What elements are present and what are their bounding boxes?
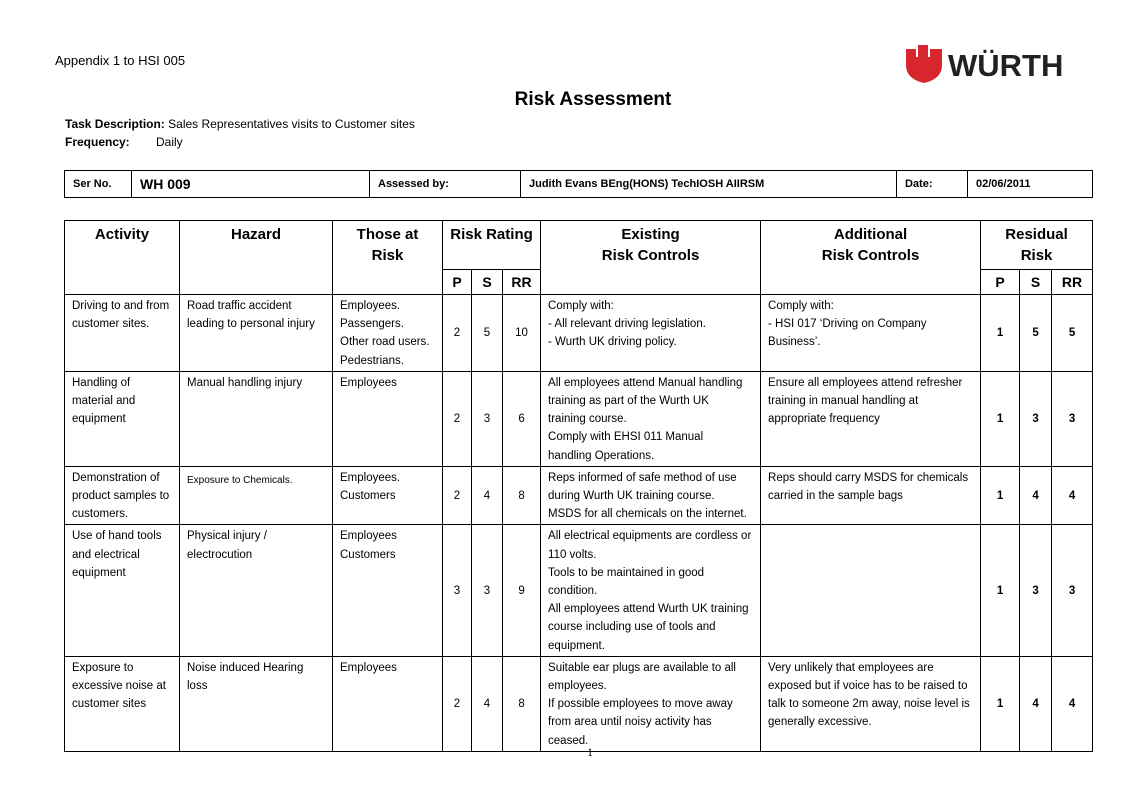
additional-controls-cell-line: Ensure all employees attend refresher [768,376,963,389]
residual-p-value: 1 [981,466,1020,525]
residual-p-value: 1 [981,295,1020,372]
residual-p-value: 1 [981,371,1020,466]
task-description [65,117,415,131]
risk-assessment-table [64,220,1093,752]
activity-cell-line: Driving to and from [72,300,170,312]
p-value: 2 [443,371,472,466]
col-residual-line1: Residual [1005,226,1068,243]
col-existing-controls [541,221,761,295]
appendix-reference: Appendix 1 to HSI 005 [55,53,186,68]
activity-cell-line: product samples to [72,490,170,503]
existing-controls-cell-line: All employees attend Wurth UK training [548,603,749,616]
existing-controls-cell-line: If possible employees to move away [548,698,733,711]
hazard-cell-line: Noise induced Hearing [187,661,304,674]
date-value: 02/06/2011 [968,171,1093,198]
hazard-cell [180,295,333,372]
additional-controls-cell [761,656,981,751]
table-row [65,371,1093,466]
existing-controls-cell-line: from area until noisy activity has [548,716,712,729]
table-row [65,656,1093,751]
rr-value: 6 [503,371,541,466]
existing-controls-cell-line: All employees attend Manual handling [548,376,743,389]
activity-cell-line: equipment [72,413,126,426]
existing-controls-cell-line: training course. [548,413,627,426]
col-additional-controls [761,221,981,295]
col-hazard: Hazard [180,221,333,295]
p-value: 2 [443,466,472,525]
activity-cell [65,466,180,525]
page-number: 1 [587,745,593,759]
additional-controls-cell-line: Very unlikely that employees are [768,661,934,674]
additional-controls-cell [761,466,981,525]
existing-controls-cell-line: - Wurth UK driving policy. [548,336,677,349]
residual-s-value: 4 [1020,466,1052,525]
those-at-risk-cell-line: Employees [340,530,397,543]
activity-cell-line: and electrical [72,548,140,561]
additional-controls-cell-line: talk to someone 2m away, noise level is [768,698,970,711]
activity-cell-line: equipment [72,566,126,579]
existing-controls-cell-line: Suitable ear plugs are available to all [548,661,736,674]
existing-controls-cell-line: 110 volts. [548,548,597,561]
existing-controls-cell-line: Comply with EHSI 011 Manual [548,431,704,444]
hazard-cell-line: Physical injury / [187,530,267,543]
activity-cell [65,656,180,751]
residual-rr-value: 4 [1052,466,1093,525]
ser-no-value: WH 009 [132,171,370,198]
col-activity: Activity [65,221,180,295]
col-risk-rating: Risk Rating [443,221,541,270]
frequency-label: Frequency: [65,135,130,149]
those-at-risk-cell [333,371,443,466]
hazard-cell-line: leading to personal injury [187,318,315,331]
existing-controls-cell-line: course including use of tools and [548,621,716,634]
residual-rr-value: 4 [1052,656,1093,751]
col-existing-line2: Risk Controls [601,247,700,264]
s-value: 4 [472,466,503,525]
s-value: 4 [472,656,503,751]
hazard-cell-line: Exposure to Chemicals. [187,474,293,486]
those-at-risk-cell-line: Employees [340,661,397,674]
col-rr: RR [503,270,541,295]
additional-controls-cell-line: appropriate frequency [768,413,880,426]
activity-cell-line: Use of hand tools [72,530,162,543]
activity-cell [65,371,180,466]
p-value: 3 [443,525,472,656]
those-at-risk-cell [333,656,443,751]
col-additional-line2: Risk Controls [821,247,920,264]
col-those-at-risk-line2: Risk [371,247,404,264]
activity-cell-line: Demonstration of [72,471,160,484]
additional-controls-cell-line: Business’. [768,336,821,349]
wurth-logo [904,43,1076,85]
col-residual-s: S [1020,270,1052,295]
those-at-risk-cell [333,295,443,372]
those-at-risk-cell-line: Other road users. [340,336,430,349]
residual-s-value: 5 [1020,295,1052,372]
col-residual-p: P [981,270,1020,295]
col-additional-line1: Additional [833,226,908,243]
existing-controls-cell-line: ceased. [548,734,589,747]
additional-controls-cell-line: generally excessive. [768,716,872,729]
additional-controls-cell-line: exposed but if voice has to be raised to [768,680,968,693]
existing-controls-cell-line: Comply with: [548,300,614,312]
col-residual-rr: RR [1052,270,1093,295]
existing-controls-cell-line: Reps informed of safe method of use [548,471,737,484]
p-value: 2 [443,295,472,372]
col-s: S [472,270,503,295]
existing-controls-cell-line: - All relevant driving legislation. [548,318,706,331]
page-title: Risk Assessment [514,89,672,110]
hazard-cell-line: electrocution [187,548,253,561]
existing-controls-cell [541,371,761,466]
activity-cell-line: customer sites [72,698,147,711]
assessed-by-label: Assessed by: [370,171,521,198]
activity-cell-line: excessive noise at [72,680,166,693]
table-row [65,525,1093,656]
activity-cell [65,525,180,656]
existing-controls-cell [541,466,761,525]
residual-p-value: 1 [981,656,1020,751]
activity-cell [65,295,180,372]
additional-controls-cell-line: training in manual handling at [768,395,919,408]
existing-controls-cell-line: training as part of the Wurth UK [548,395,709,408]
wurth-logo-text: WÜRTH [948,48,1064,83]
residual-p-value: 1 [981,525,1020,656]
table-row [65,466,1093,525]
additional-controls-cell-line: - HSI 017 ‘Driving on Company [768,318,927,331]
date-label: Date: [897,171,968,198]
activity-cell-line: Handling of [72,376,131,389]
activity-cell-line: customers. [72,508,129,521]
rr-value: 8 [503,466,541,525]
col-existing-line1: Existing [621,226,680,243]
frequency-value: Daily [156,135,183,149]
table-row [65,295,1093,372]
rr-value: 9 [503,525,541,656]
residual-rr-value: 3 [1052,371,1093,466]
hazard-cell-line: Manual handling injury [187,376,303,389]
existing-controls-cell-line: equipment. [548,639,605,652]
those-at-risk-cell-line: Customers [340,548,396,561]
assessment-info-table [64,170,1093,198]
residual-s-value: 3 [1020,525,1052,656]
existing-controls-cell-line: handling Operations. [548,449,655,462]
existing-controls-cell-line: Tools to be maintained in good [548,566,705,579]
hazard-cell [180,656,333,751]
ser-no-label: Ser No. [65,171,132,198]
hazard-cell-line: loss [187,680,208,693]
existing-controls-cell-line: condition. [548,585,598,598]
those-at-risk-cell-line: Employees. [340,300,401,312]
existing-controls-cell [541,525,761,656]
those-at-risk-cell [333,525,443,656]
hazard-cell [180,525,333,656]
col-p: P [443,270,472,295]
those-at-risk-cell [333,466,443,525]
additional-controls-cell [761,295,981,372]
s-value: 5 [472,295,503,372]
existing-controls-cell-line: during Wurth UK training course. [548,490,715,503]
s-value: 3 [472,371,503,466]
additional-controls-cell-line: Comply with: [768,300,834,312]
those-at-risk-cell-line: Customers [340,490,396,503]
residual-s-value: 4 [1020,656,1052,751]
additional-controls-cell-line: carried in the sample bags [768,490,903,503]
additional-controls-cell-line: Reps should carry MSDS for chemicals [768,471,969,484]
those-at-risk-cell-line: Pedestrians. [340,354,404,367]
col-those-at-risk [333,221,443,295]
s-value: 3 [472,525,503,656]
col-residual-line2: Risk [1020,247,1053,264]
col-residual-risk [981,221,1093,270]
hazard-cell-line: Road traffic accident [187,300,292,312]
activity-cell-line: customer sites. [72,318,150,331]
frequency [65,135,183,149]
existing-controls-cell-line: MSDS for all chemicals on the internet. [548,508,747,521]
activity-cell-line: material and [72,395,136,408]
wurth-logo-mark [906,45,942,83]
residual-rr-value: 3 [1052,525,1093,656]
existing-controls-cell [541,295,761,372]
col-those-at-risk-line1: Those at [356,226,419,243]
rr-value: 8 [503,656,541,751]
those-at-risk-cell-line: Passengers. [340,318,404,331]
p-value: 2 [443,656,472,751]
those-at-risk-cell-line: Employees [340,376,397,389]
existing-controls-cell-line: employees. [548,680,607,693]
those-at-risk-cell-line: Employees. [340,471,401,484]
hazard-cell [180,466,333,525]
task-label: Task Description: [65,117,165,131]
additional-controls-cell [761,525,981,656]
existing-controls-cell-line: All electrical equipments are cordless or [548,530,752,543]
additional-controls-cell [761,371,981,466]
activity-cell-line: Exposure to [72,661,134,674]
existing-controls-cell [541,656,761,751]
residual-s-value: 3 [1020,371,1052,466]
rr-value: 10 [503,295,541,372]
assessed-by-value: Judith Evans BEng(HONS) TechIOSH AIIRSM [521,171,897,198]
hazard-cell [180,371,333,466]
task-value: Sales Representatives visits to Customer sites [168,117,415,131]
residual-rr-value: 5 [1052,295,1093,372]
